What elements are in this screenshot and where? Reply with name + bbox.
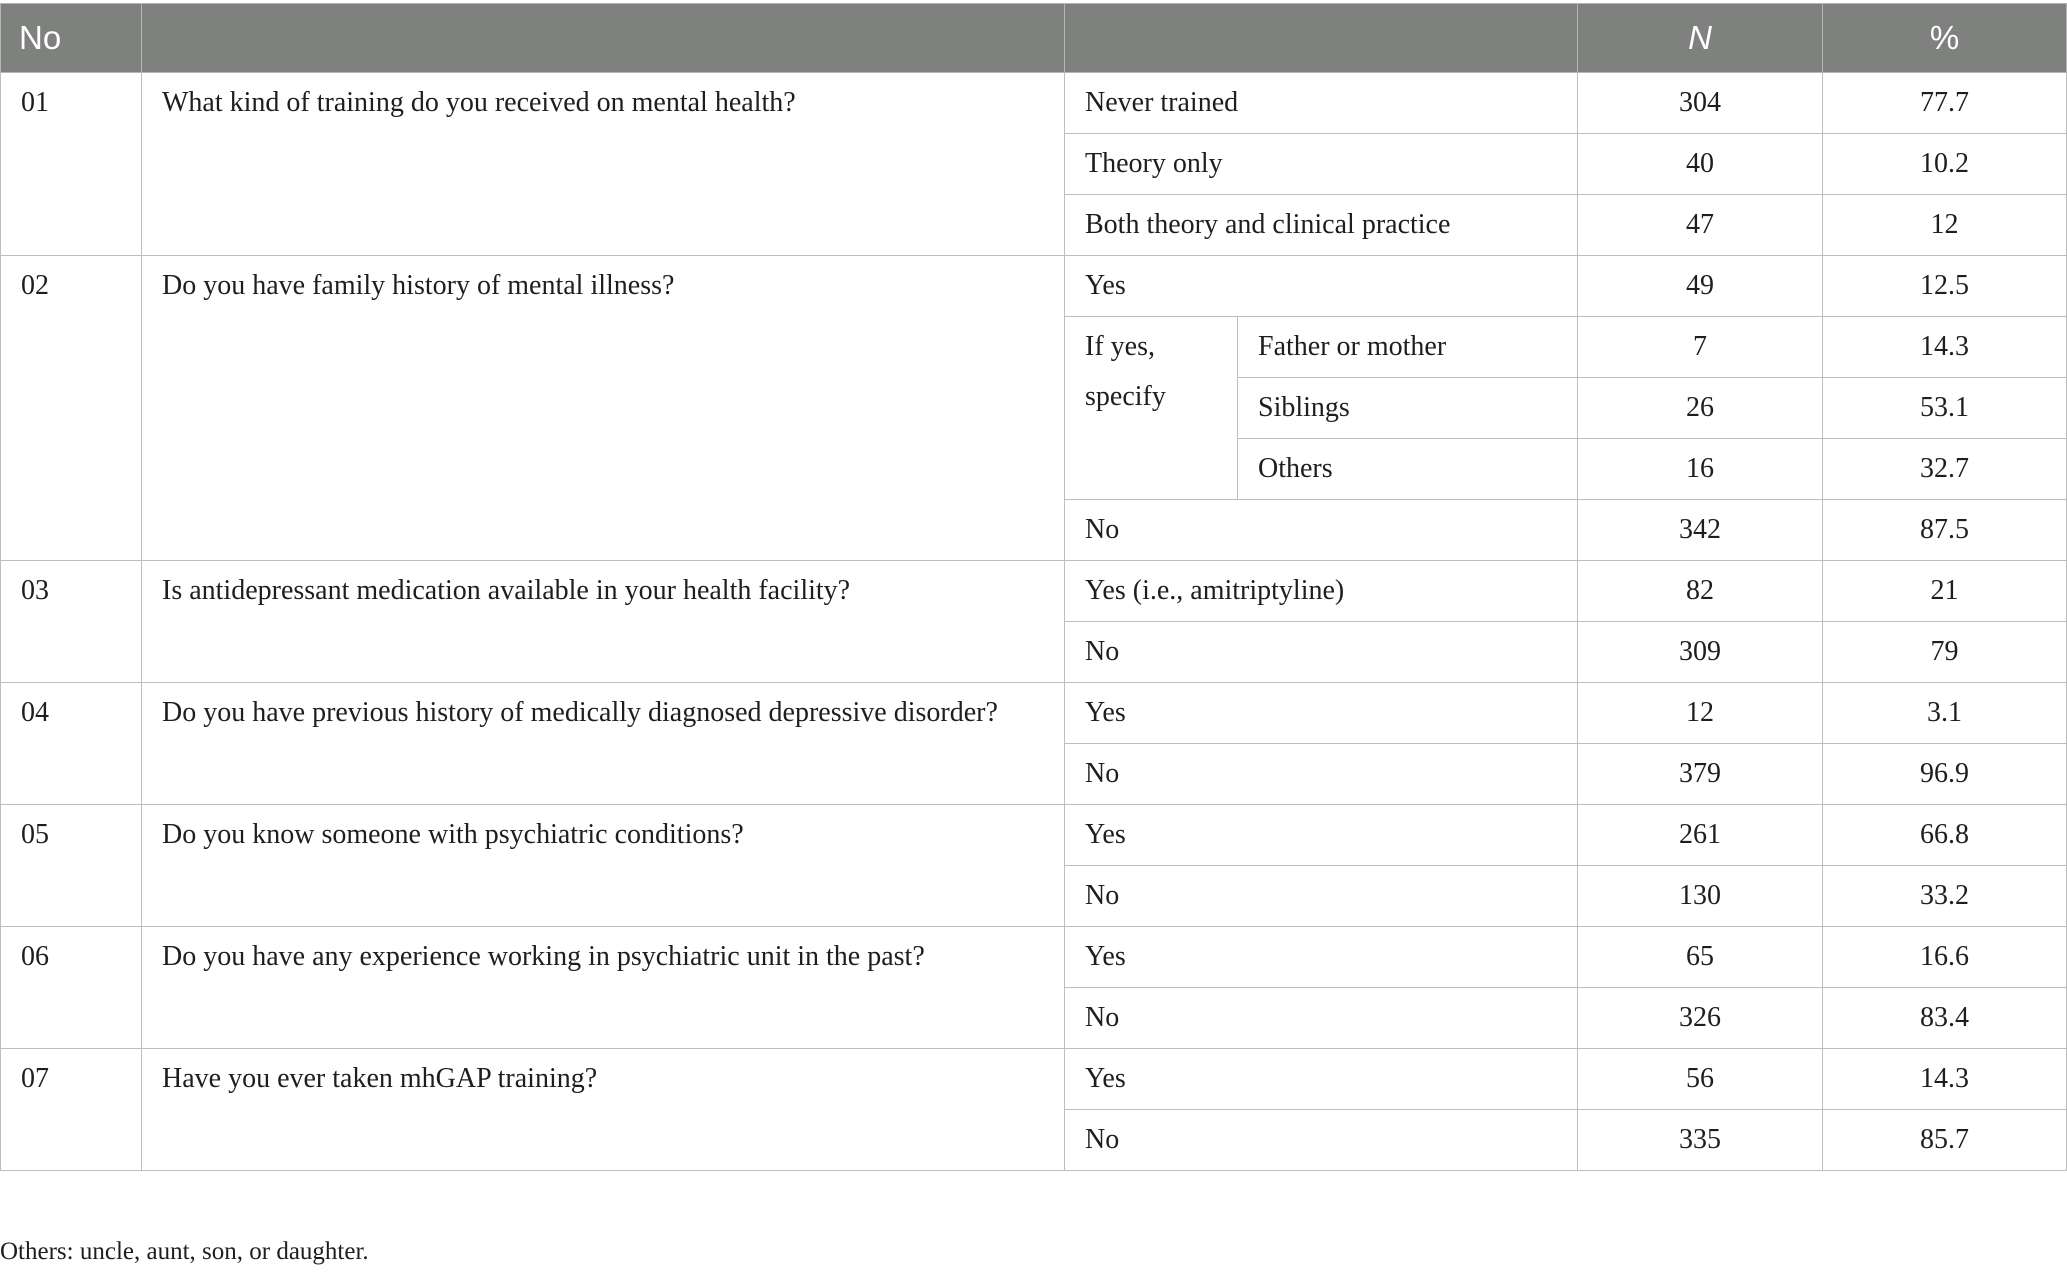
table-row [1,805,2067,866]
table-row [1,73,2067,134]
count-cell: 82 [1578,561,1823,622]
question: Is antidepressant medication available in your health facility? [142,561,1065,683]
percent-cell: 10.2 [1823,134,2067,195]
row-number: 04 [1,683,142,805]
count-cell: 309 [1578,622,1823,683]
table-row [1,256,2067,317]
count-cell: 49 [1578,256,1823,317]
percent-cell: 33.2 [1823,866,2067,927]
percent-cell: 12 [1823,195,2067,256]
footnote: Others: uncle, aunt, son, or daughter. [0,1238,369,1265]
percent-cell: 96.9 [1823,744,2067,805]
table-row [1,561,2067,622]
answer-label: No [1065,622,1578,683]
count-cell: 326 [1578,988,1823,1049]
count-cell: 342 [1578,500,1823,561]
header-n: N [1578,4,1823,73]
count-cell: 335 [1578,1110,1823,1171]
question: Do you have previous history of medically diagnosed depressive disorder? [142,683,1065,805]
header-row [1,4,2067,73]
header-no: No [1,4,142,73]
percent-cell: 87.5 [1823,500,2067,561]
question: Do you know someone with psychiatric conditions? [142,805,1065,927]
answer-label: No [1065,988,1578,1049]
row-number: 03 [1,561,142,683]
row-number: 07 [1,1049,142,1171]
percent-cell: 77.7 [1823,73,2067,134]
answer-label: Yes [1065,1049,1578,1110]
answer-label: Yes [1065,683,1578,744]
answer-label: Yes [1065,256,1578,317]
percent-cell: 16.6 [1823,927,2067,988]
header-question [142,4,1065,73]
percent-cell: 21 [1823,561,2067,622]
percent-cell: 66.8 [1823,805,2067,866]
table-row [1,683,2067,744]
answer-label: Yes [1065,927,1578,988]
answer-label: Never trained [1065,73,1578,134]
percent-cell: 14.3 [1823,317,2067,378]
if-yes-specify-label: If yes, specify [1065,317,1238,500]
percent-cell: 79 [1823,622,2067,683]
question: Do you have family history of mental illness? [142,256,1065,561]
answer-label: Others [1238,439,1578,500]
row-number: 05 [1,805,142,927]
count-cell: 40 [1578,134,1823,195]
count-cell: 304 [1578,73,1823,134]
row-number: 06 [1,927,142,1049]
data-table [0,3,2067,1171]
row-number: 02 [1,256,142,561]
percent-cell: 3.1 [1823,683,2067,744]
percent-cell: 32.7 [1823,439,2067,500]
count-cell: 65 [1578,927,1823,988]
question: Do you have any experience working in psychiatric unit in the past? [142,927,1065,1049]
count-cell: 130 [1578,866,1823,927]
question: What kind of training do you received on mental health? [142,73,1065,256]
percent-cell: 14.3 [1823,1049,2067,1110]
answer-label: Theory only [1065,134,1578,195]
percent-cell: 83.4 [1823,988,2067,1049]
percent-cell: 53.1 [1823,378,2067,439]
answer-label: No [1065,866,1578,927]
table-row [1,927,2067,988]
answer-label: No [1065,744,1578,805]
row-number: 01 [1,73,142,256]
answer-label: Siblings [1238,378,1578,439]
count-cell: 379 [1578,744,1823,805]
answer-label: No [1065,500,1578,561]
count-cell: 47 [1578,195,1823,256]
answer-label: Both theory and clinical practice [1065,195,1578,256]
count-cell: 56 [1578,1049,1823,1110]
count-cell: 26 [1578,378,1823,439]
answer-label: No [1065,1110,1578,1171]
percent-cell: 12.5 [1823,256,2067,317]
table-row [1,1049,2067,1110]
count-cell: 12 [1578,683,1823,744]
answer-label: Yes [1065,805,1578,866]
answer-label: Yes (i.e., amitriptyline) [1065,561,1578,622]
header-answer [1065,4,1578,73]
percent-cell: 85.7 [1823,1110,2067,1171]
header-percent: % [1823,4,2067,73]
count-cell: 261 [1578,805,1823,866]
count-cell: 16 [1578,439,1823,500]
answer-label: Father or mother [1238,317,1578,378]
question: Have you ever taken mhGAP training? [142,1049,1065,1171]
count-cell: 7 [1578,317,1823,378]
